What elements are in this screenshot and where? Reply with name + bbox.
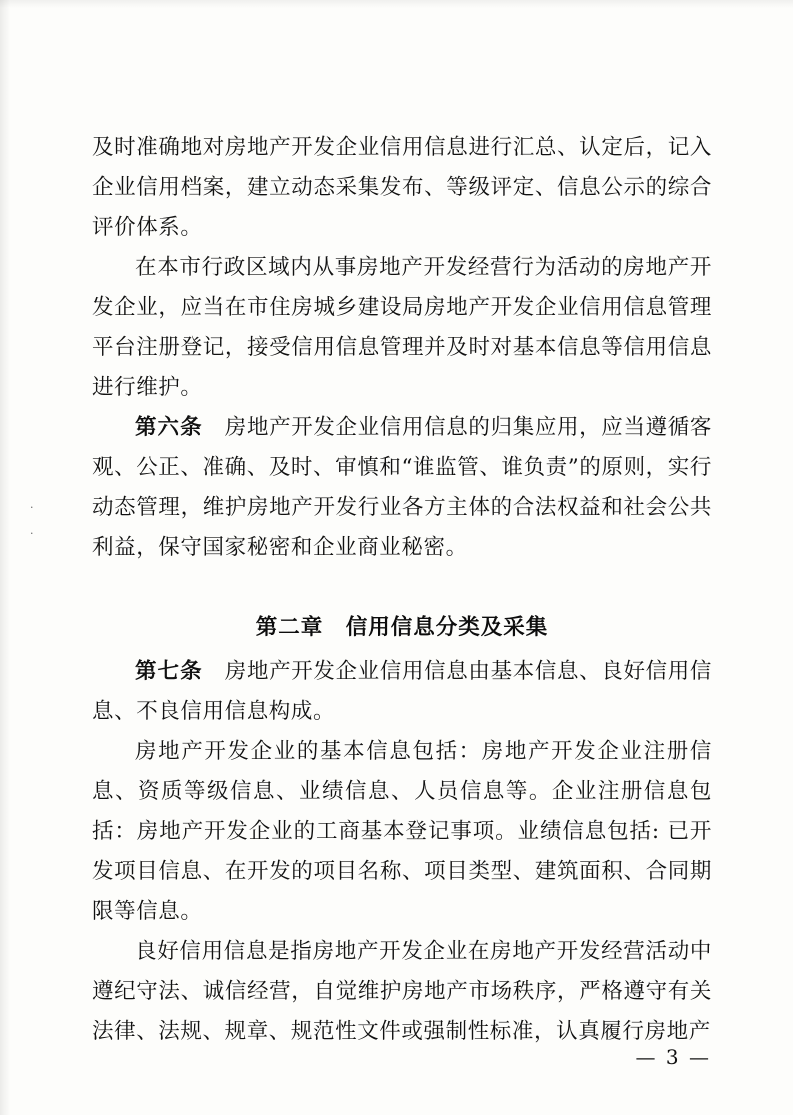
article-six-text: 房地产开发企业信用信息的归集应用，应当遵循客观、公正、准确、及时、审慎和“谁监管、谁负责”的原则，实行动态管理，维护房地产开发行业各方主体的合法权益和社会公共利益，保守国家秘密和企业商业秘密。 — [92, 415, 712, 560]
paragraph-1: 及时准确地对房地产开发企业信用信息进行汇总、认定后，记入企业信用档案，建立动态采集发布、等级评定、信息公示的综合评价体系。 — [92, 135, 712, 240]
paragraph-article-seven — [92, 652, 712, 732]
article-label-six: 第六条 — [135, 415, 203, 440]
paragraph-2: 在本市行政区域内从事房地产开发经营行为活动的房地产开发企业，应当在市住房城乡建设局房地产开发企业信用信息管理平台注册登记，接受信用信息管理并及时对基本信息等信用信息进行维护。 — [92, 255, 712, 400]
article-seven-text: 房地产开发企业信用信息由基本信息、良好信用信息、不良信用信息构成。 — [92, 659, 712, 724]
paragraph-basic-information: 房地产开发企业的基本信息包括：房地产开发企业注册信息、资质等级信息、业绩信息、人员信息等。企业注册信息包括：房地产开发企业的工商基本登记事项。业绩信息包括: 已开发项目信息、在开发的项目名称、项目类型、建筑面积、合同期限等信息。 — [92, 739, 712, 924]
page-edge-shadow-left — [0, 0, 10, 1115]
chapter-title-two: 第二章 信用信息分类及采集 — [255, 615, 549, 640]
article-label-seven: 第七条 — [135, 659, 203, 684]
margin-mark-2: · — [30, 527, 34, 540]
document-body — [92, 128, 712, 1052]
margin-marks — [30, 495, 44, 575]
paragraph-article-six — [92, 408, 712, 568]
section-spacer — [92, 568, 712, 586]
page-edge-shadow-top — [0, 0, 793, 8]
margin-mark-1: · — [30, 501, 34, 514]
paragraph-good-credit-information: 良好信用信息是指房地产开发企业在房地产开发经营活动中遵纪守法、诚信经营，自觉维护房地产市场秩序，严格遵守有关法律、法规、规章、规范性文件或强制性标准，认真履行房地产 — [92, 939, 712, 1044]
page-number: — 3 — — [635, 1045, 711, 1069]
